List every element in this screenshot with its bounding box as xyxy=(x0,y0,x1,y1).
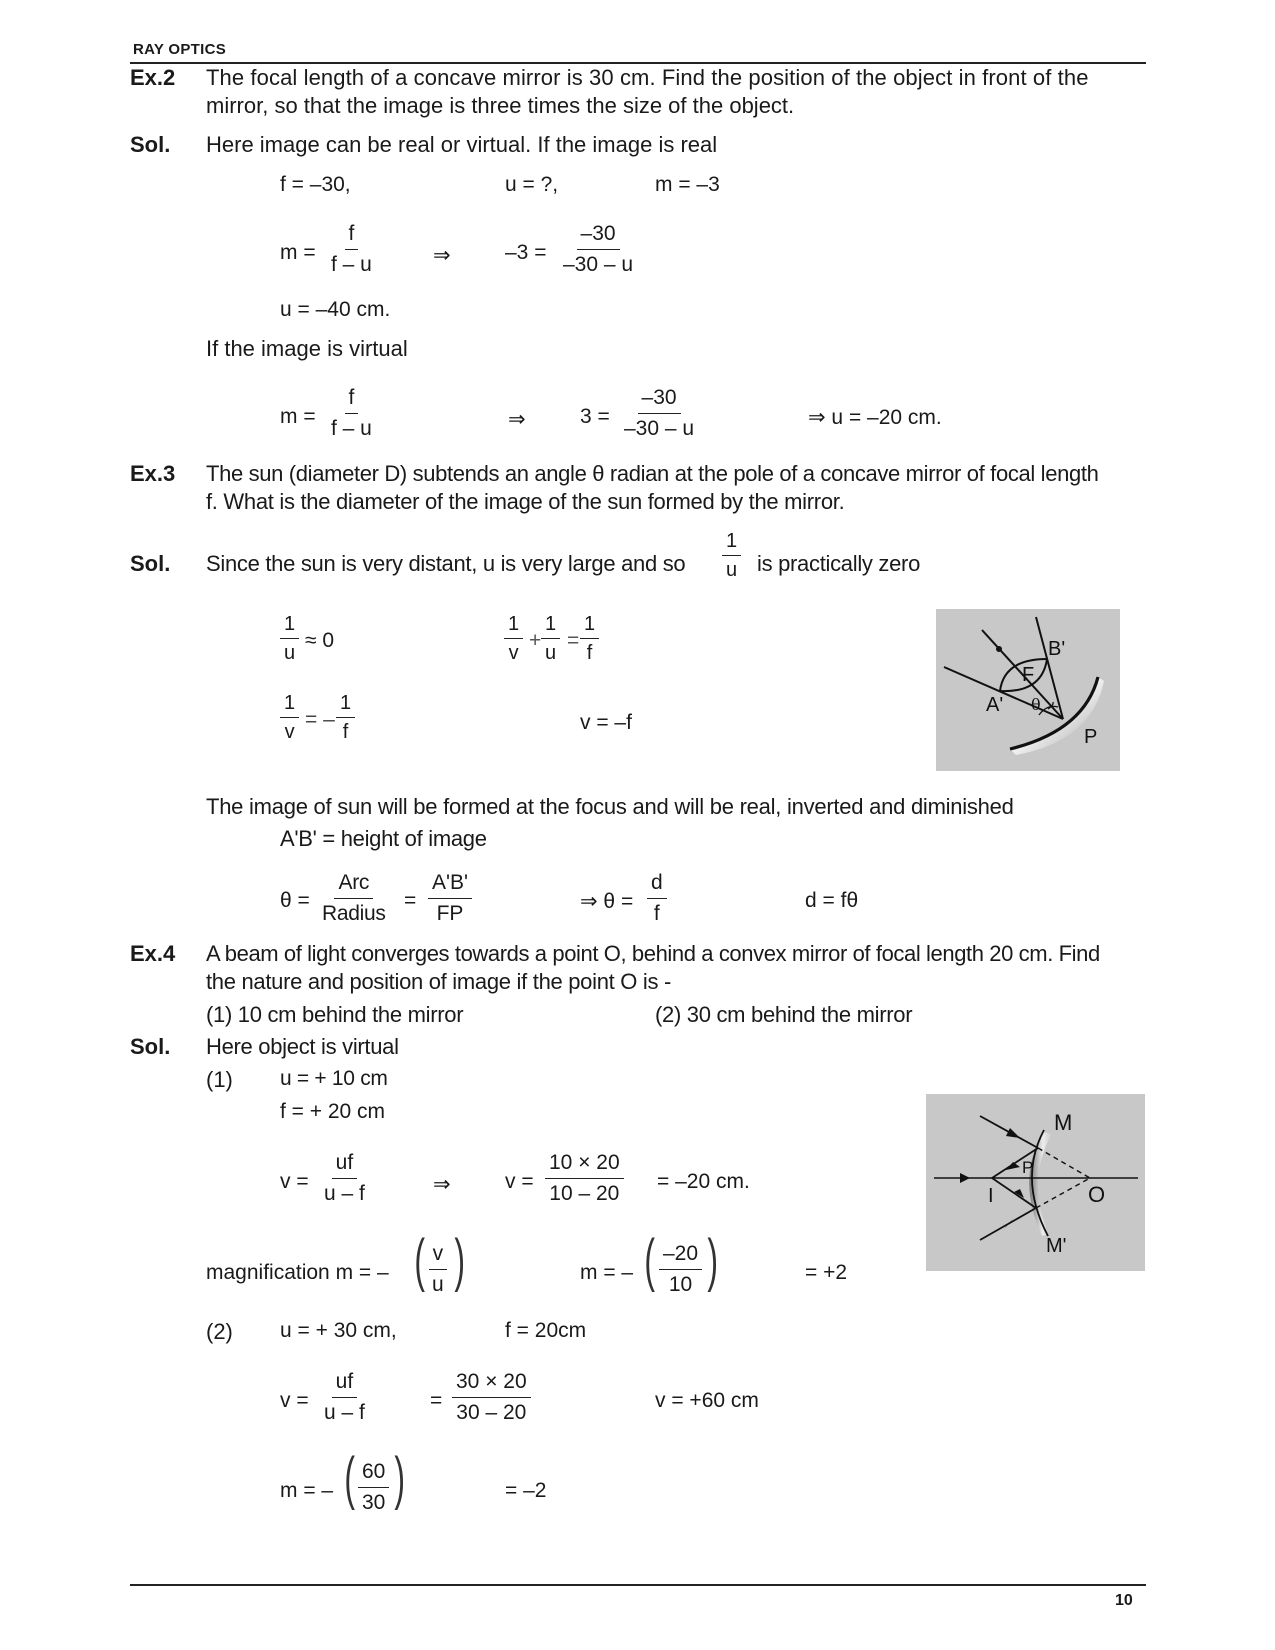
fraction: $\frac{-30}{-30 - u}$ xyxy=(624,386,695,440)
result: d = fθ xyxy=(805,889,859,912)
fraction: $\frac{d}{f}$ xyxy=(647,871,667,926)
equation-lhs: m = xyxy=(280,405,316,428)
equation-lhs: v = xyxy=(280,1389,309,1412)
solution-text: Here object is virtual xyxy=(206,1034,399,1059)
fraction: $\frac{A'B'}{FP}$ xyxy=(428,871,472,926)
equation-lhs: m = xyxy=(280,241,316,264)
part-label: (1) xyxy=(206,1067,233,1092)
convex-mirror-diagram xyxy=(926,1094,1145,1271)
result: v = –f xyxy=(580,711,632,734)
given-f: f = + 20 cm xyxy=(280,1100,386,1123)
equation-rest: ≈ 0 xyxy=(305,629,335,652)
ray-diagram-icon xyxy=(936,609,1120,771)
result: = +2 xyxy=(805,1261,848,1284)
fraction: $\frac{60}{30}$ xyxy=(358,1460,389,1515)
label-m-prime: M' xyxy=(1046,1235,1067,1257)
question-text: f. What is the diameter of the image of the sun formed by the mirror. xyxy=(206,489,845,514)
result: v = +60 cm xyxy=(655,1389,759,1412)
part-label: (2) xyxy=(206,1319,233,1344)
plus-sign: + xyxy=(529,629,542,652)
definition-text: A'B' = height of image xyxy=(280,826,487,851)
option-1: (1) 10 cm behind the mirror xyxy=(206,1002,464,1027)
right-paren: ) xyxy=(454,1228,465,1293)
given-f: f = 20cm xyxy=(505,1319,587,1342)
equation-lhs: m = – xyxy=(280,1479,334,1502)
result: ⇒ u = –20 cm. xyxy=(808,406,942,429)
equals-sign: = xyxy=(430,1389,443,1412)
label-theta: θ xyxy=(1031,695,1041,714)
equation-lhs: θ = xyxy=(280,889,310,912)
label-b-prime: B' xyxy=(1048,638,1066,660)
fraction: Arc Radius xyxy=(322,871,386,925)
label-o: O xyxy=(1088,1182,1106,1207)
fraction: $\frac{30 \times 20}{30 - 20}$ xyxy=(452,1370,531,1425)
implies-arrow: ⇒ xyxy=(433,244,451,267)
label-i: I xyxy=(988,1185,994,1207)
equation-lhs: 3 = xyxy=(580,405,610,428)
example-label: Ex.3 xyxy=(130,461,176,486)
given-f: f = –30, xyxy=(280,173,351,196)
magnification-label: magnification m = – xyxy=(206,1261,389,1284)
question-text: the nature and position of image if the point O is - xyxy=(206,969,672,994)
fraction: $\frac{1}{f}$ xyxy=(336,692,355,743)
concave-mirror-diagram xyxy=(936,609,1120,771)
footer-rule xyxy=(130,1584,1146,1586)
fraction: $\frac{v}{u}$ xyxy=(428,1242,448,1297)
equation-lhs: v = xyxy=(280,1170,309,1193)
example-label: Ex.2 xyxy=(130,65,176,90)
solution-text: Here image can be real or virtual. If the image is real xyxy=(206,132,718,157)
given-u: u = ?, xyxy=(505,173,559,196)
running-header: RAY OPTICS xyxy=(133,41,227,58)
equation-lhs: –3 = xyxy=(505,241,547,264)
solution-text: Since the sun is very distant, u is very large and so xyxy=(206,551,686,576)
question-text: A beam of light converges towards a point O, behind a convex mirror of focal length 20 cm. Find xyxy=(206,941,1100,966)
example-label: Ex.4 xyxy=(130,941,176,966)
question-text: The sun (diameter D) subtends an angle θ radian at the pole of a concave mirror of focal length xyxy=(206,461,1099,486)
fraction: $\frac{f}{f - u}$ xyxy=(331,222,372,276)
result: = –2 xyxy=(505,1479,547,1502)
result: = –20 cm. xyxy=(657,1170,750,1193)
equals-sign: = xyxy=(404,889,417,912)
fraction: $\frac{uf}{u - f}$ xyxy=(324,1151,365,1205)
left-paren: ( xyxy=(344,1446,355,1511)
solution-label: Sol. xyxy=(130,1034,171,1059)
implies-arrow: ⇒ xyxy=(508,408,526,431)
fraction: $\frac{1}{u}$ xyxy=(280,613,299,664)
fraction: $\frac{10 \times 20}{10 - 20}$ xyxy=(545,1151,624,1206)
equation-mid: = – xyxy=(305,708,335,731)
solution-label: Sol. xyxy=(130,132,171,157)
fraction: $\frac{-30}{-30 - u}$ xyxy=(563,222,634,276)
fraction: $\frac{1}{v}$ xyxy=(504,613,523,664)
label-p: P xyxy=(1084,726,1098,748)
page-number: 10 xyxy=(1115,1592,1133,1609)
equation-lhs: m = – xyxy=(580,1261,634,1284)
solution-label: Sol. xyxy=(130,551,171,576)
equation-lhs: v = xyxy=(505,1170,534,1193)
implies-arrow: ⇒ θ = xyxy=(580,890,634,913)
question-text: The focal length of a concave mirror is 30 cm. Find the position of the object in front of the xyxy=(206,65,1089,90)
question-text: mirror, so that the image is three times the size of the object. xyxy=(206,93,795,118)
solution-text: The image of sun will be formed at the focus and will be real, inverted and diminished xyxy=(206,794,1014,819)
right-paren: ) xyxy=(707,1228,718,1293)
option-2: (2) 30 cm behind the mirror xyxy=(655,1002,913,1027)
fraction: $\frac{uf}{u - f}$ xyxy=(324,1370,365,1424)
equals-sign: = xyxy=(567,629,580,652)
solution-text: If the image is virtual xyxy=(206,336,408,361)
label-a-prime: A' xyxy=(986,694,1004,716)
fraction: $\frac{f}{f - u}$ xyxy=(331,386,372,440)
label-f: F xyxy=(1022,664,1035,686)
given-m: m = –3 xyxy=(655,173,720,196)
result: u = –40 cm. xyxy=(280,298,391,321)
fraction: $\frac{-20}{10}$ xyxy=(659,1242,702,1297)
fraction: $\frac{1}{u}$ xyxy=(722,530,741,581)
label-p: P xyxy=(1022,1158,1034,1177)
fraction: $\frac{1}{f}$ xyxy=(580,613,599,664)
left-paren: ( xyxy=(644,1228,655,1293)
ray-diagram-icon xyxy=(926,1094,1145,1271)
given-u: u = + 30 cm, xyxy=(280,1319,397,1342)
left-paren: ( xyxy=(414,1228,425,1293)
solution-text: is practically zero xyxy=(757,551,921,576)
fraction: $\frac{1}{v}$ xyxy=(280,692,299,743)
right-paren: ) xyxy=(394,1446,405,1511)
given-u: u = + 10 cm xyxy=(280,1067,388,1090)
fraction: $\frac{1}{u}$ xyxy=(541,613,560,664)
implies-arrow: ⇒ xyxy=(433,1173,451,1196)
label-m: M xyxy=(1054,1110,1073,1135)
